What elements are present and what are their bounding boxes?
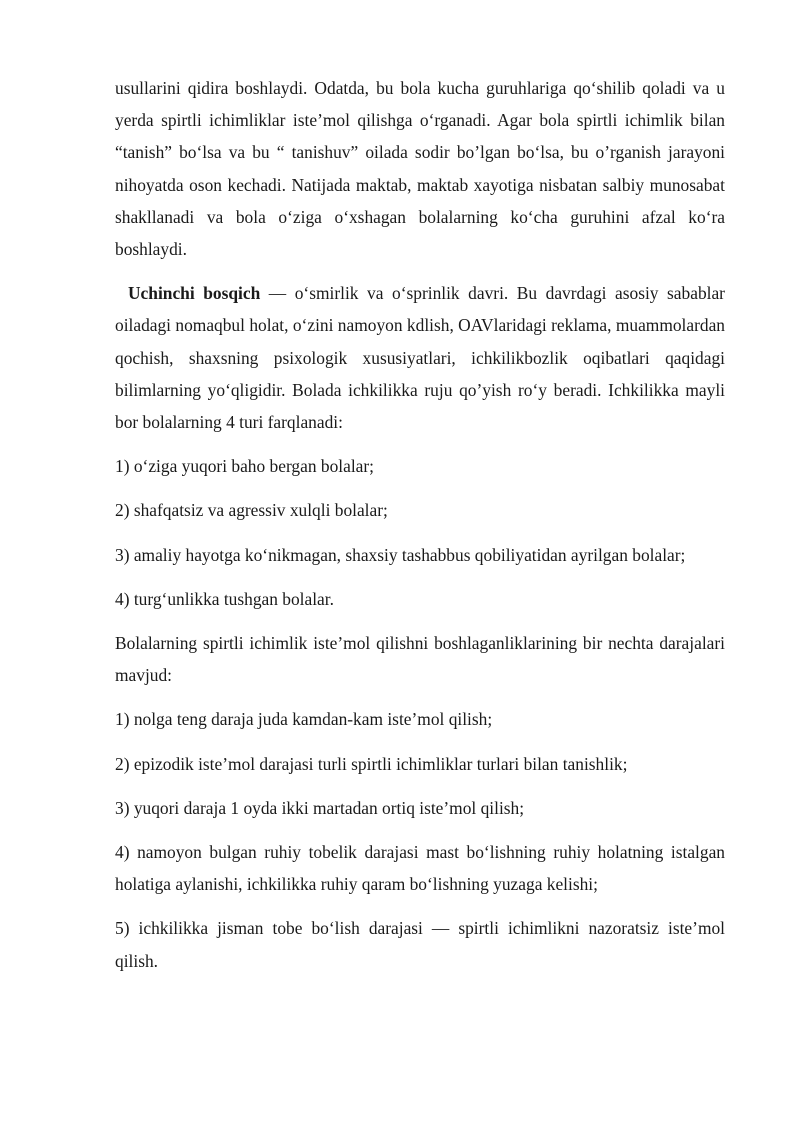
document-page — [115, 72, 725, 977]
list2-item-1: 1) nolga teng daraja juda kamdan-kam iste’mol qilish; — [115, 709, 493, 730]
list2-item-3: 3) yuqori daraja 1 oyda ikki martadan ortiq iste’mol qilish; — [115, 797, 525, 818]
paragraph-2 — [115, 277, 725, 438]
list1-item-4: 4) turg‘unlikka tushgan bolalar. — [115, 588, 334, 609]
list1-item-1: 1) o‘ziga yuqori baho bergan bolalar; — [115, 456, 374, 477]
paragraph-3: Bolalarning spirtli ichimlik iste’mol qilishni boshlaganliklarining bir nechta darajalari mavjud: — [115, 633, 725, 686]
paragraph-1: usullarini qidira boshlaydi. Odatda, bu bola kucha guruhlariga qo‘shilib qoladi va u yerda spirtli ichimliklar iste’mol qilishga o‘rganadi. Agar bola spirtli ichimlik bilan “tanish” bo‘lsa va bu “ tanishuv” oilada sodir bo’lgan bo‘lsa, bu o’rganish jarayoni nihoyatda oson kechadi. Natijada maktab, maktab xayotiga nisbatan salbiy munosabat shakllanadi va bola o‘ziga o‘xshagan bolalarning ko‘cha guruhini afzal ko‘ra boshlaydi. — [115, 78, 725, 260]
paragraph-2-text: — o‘smirlik va o‘sprinlik davri. Bu davrdagi asosiy sabablar oiladagi nomaqbul holat, o‘zini namoyon kdlish, OAVlaridagi reklama, muammolardan qochish, shaxsning psixologik xususiyatlari, ichkilikbozlik oqibatlari qaqidagi bilimlarning yo‘qligidir. Bolada ichkilikka ruju qo’yish ro‘y beradi. Ichkilikka mayli bor bolalarning 4 turi farqlanadi: — [115, 283, 725, 433]
list2-item-4: 4) namoyon bulgan ruhiy tobelik darajasi mast bo‘lishning ruhiy holatning istalgan holatiga aylanishi, ichkilikka ruhiy qaram bo‘lishning yuzaga kelishi; — [115, 842, 725, 895]
list1-item-3: 3) amaliy hayotga ko‘nikmagan, shaxsiy tashabbus qobiliyatidan ayrilgan bolalar; — [115, 544, 686, 565]
list1-item-2: 2) shafqatsiz va agressiv xulqli bolalar; — [115, 500, 388, 521]
list2-item-2: 2) epizodik iste’mol darajasi turli spirtli ichimliklar turlari bilan tanishlik; — [115, 753, 628, 774]
section-heading-uchinchi-bosqich: Uchinchi bosqich — [128, 283, 261, 304]
list2-item-5: 5) ichkilikka jisman tobe bo‘lish darajasi — spirtli ichimlikni nazoratsiz iste’mol qilish. — [115, 918, 725, 971]
